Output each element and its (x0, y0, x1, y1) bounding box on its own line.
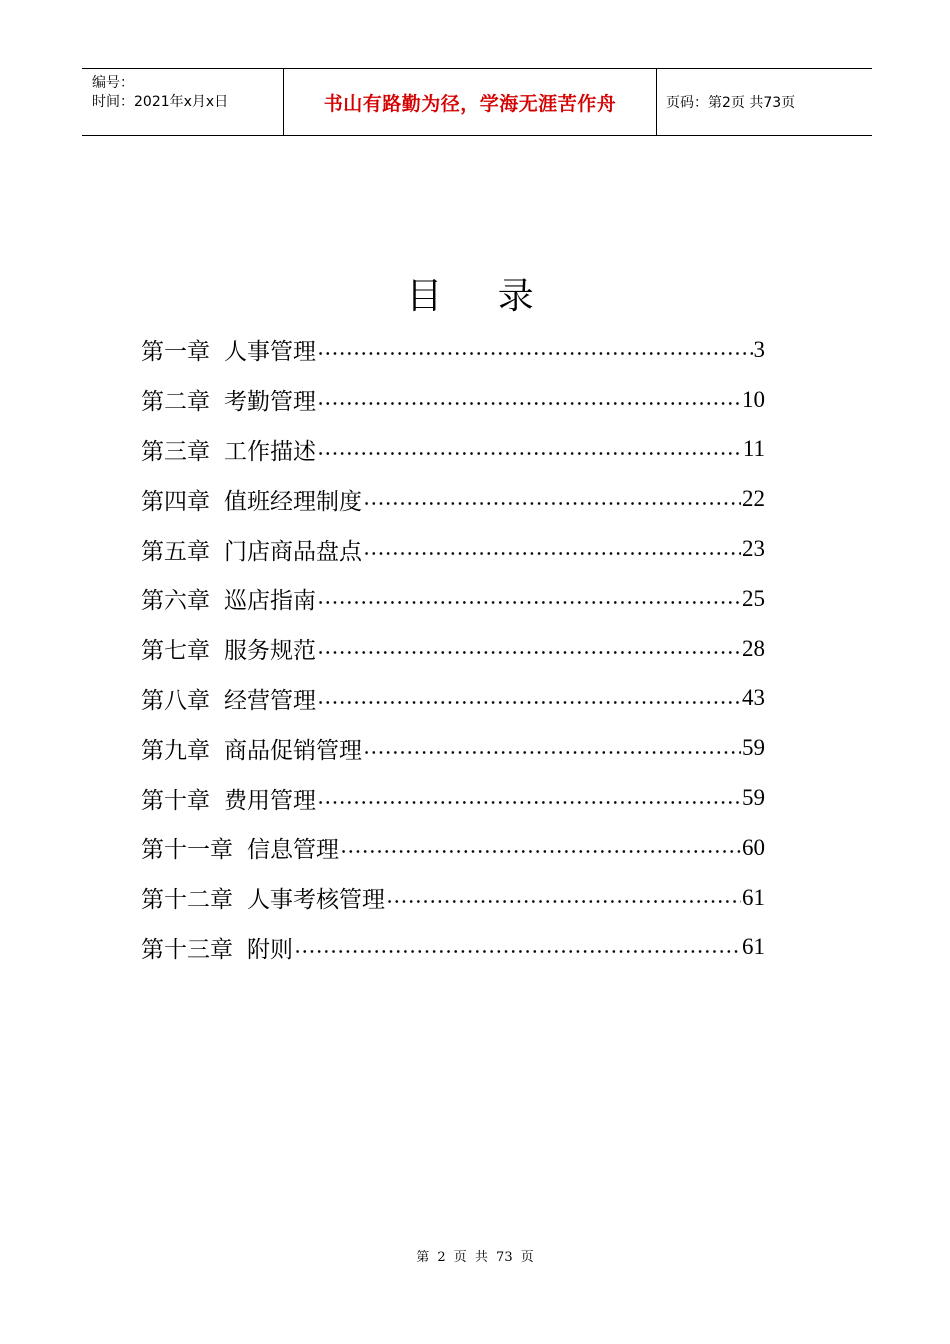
toc-entry[interactable] (141, 574, 765, 624)
date-label: 时间：2021年x月x日 (92, 94, 229, 110)
toc-chapter-number: 第十二章 (141, 887, 233, 914)
toc-chapter-number: 第三章 (141, 438, 210, 465)
toc-chapter-title: 人事考核管理 (247, 887, 385, 914)
toc-entry[interactable] (141, 375, 765, 425)
toc-entry[interactable] (141, 474, 765, 524)
toc-page-number: 25 (742, 585, 765, 611)
toc-page-number: 61 (742, 934, 765, 960)
toc-chapter-number: 第七章 (141, 638, 210, 665)
toc-dot-leader (294, 936, 741, 959)
toc-page-number: 59 (742, 735, 765, 761)
toc-entry[interactable] (141, 425, 765, 475)
toc-entry[interactable] (141, 325, 765, 375)
header-page-info: 页码：第2页 共73页 (666, 95, 796, 111)
toc-chapter-number: 第一章 (141, 339, 210, 366)
toc-chapter-title: 人事管理 (224, 339, 316, 366)
toc-dot-leader (317, 587, 741, 610)
toc-page-number: 11 (742, 436, 765, 462)
toc-page-number: 61 (742, 884, 765, 910)
page-footer: 第 2 页 共 73 页 (416, 1250, 534, 1265)
header-motto: 书山有路勤为径，学海无涯苦作舟 (284, 69, 657, 135)
toc-chapter-number: 第四章 (141, 488, 210, 515)
toc-dot-leader (317, 388, 741, 411)
toc-entry[interactable] (141, 773, 765, 823)
toc-chapter-title: 考勤管理 (224, 389, 316, 416)
toc-page-number: 3 (753, 336, 765, 362)
toc-dot-leader (363, 737, 741, 760)
toc-dot-leader (317, 637, 741, 660)
toc-entry[interactable] (141, 823, 765, 873)
toc-chapter-number: 第十三章 (141, 936, 233, 963)
toc-entry[interactable] (141, 873, 765, 923)
toc-entry[interactable] (141, 524, 765, 574)
toc-page-number: 28 (742, 635, 765, 661)
toc-chapter-number: 第八章 (141, 687, 210, 714)
toc-chapter-number: 第六章 (141, 588, 210, 615)
toc-chapter-number: 第九章 (141, 737, 210, 764)
toc-chapter-title: 工作描述 (224, 438, 316, 465)
toc-dot-leader (363, 488, 741, 511)
toc-page-number: 22 (742, 486, 765, 512)
toc-chapter-number: 第五章 (141, 538, 210, 565)
toc-chapter-title: 经营管理 (224, 687, 316, 714)
table-of-contents (141, 325, 765, 972)
toc-dot-leader (317, 787, 741, 810)
toc-dot-leader (340, 836, 741, 859)
toc-page-number: 10 (742, 386, 765, 412)
header-meta (82, 69, 284, 135)
toc-chapter-number: 第十一章 (141, 837, 233, 864)
toc-chapter-number: 第十章 (141, 787, 210, 814)
toc-chapter-number: 第二章 (141, 389, 210, 416)
toc-page-number: 23 (742, 536, 765, 562)
toc-dot-leader (386, 886, 741, 909)
toc-chapter-title: 费用管理 (224, 787, 316, 814)
toc-chapter-title: 信息管理 (247, 837, 339, 864)
toc-page-number: 60 (742, 834, 765, 860)
toc-dot-leader (317, 438, 742, 461)
toc-entry[interactable] (141, 923, 765, 973)
toc-entry[interactable] (141, 723, 765, 773)
toc-dot-leader (317, 338, 753, 361)
toc-chapter-title: 门店商品盘点 (224, 538, 362, 565)
toc-chapter-title: 值班经理制度 (224, 488, 362, 515)
document-header (82, 68, 872, 136)
toc-entry[interactable] (141, 674, 765, 724)
toc-chapter-title: 商品促销管理 (224, 737, 362, 764)
toc-dot-leader (363, 538, 741, 561)
toc-page-number: 59 (742, 785, 765, 811)
toc-title: 目 录 (406, 276, 556, 317)
toc-page-number: 43 (742, 685, 765, 711)
toc-entry[interactable] (141, 624, 765, 674)
serial-number-label: 编号： (92, 75, 134, 91)
toc-chapter-title: 附则 (247, 936, 293, 963)
toc-dot-leader (317, 687, 741, 710)
toc-chapter-title: 服务规范 (224, 638, 316, 665)
toc-chapter-title: 巡店指南 (224, 588, 316, 615)
